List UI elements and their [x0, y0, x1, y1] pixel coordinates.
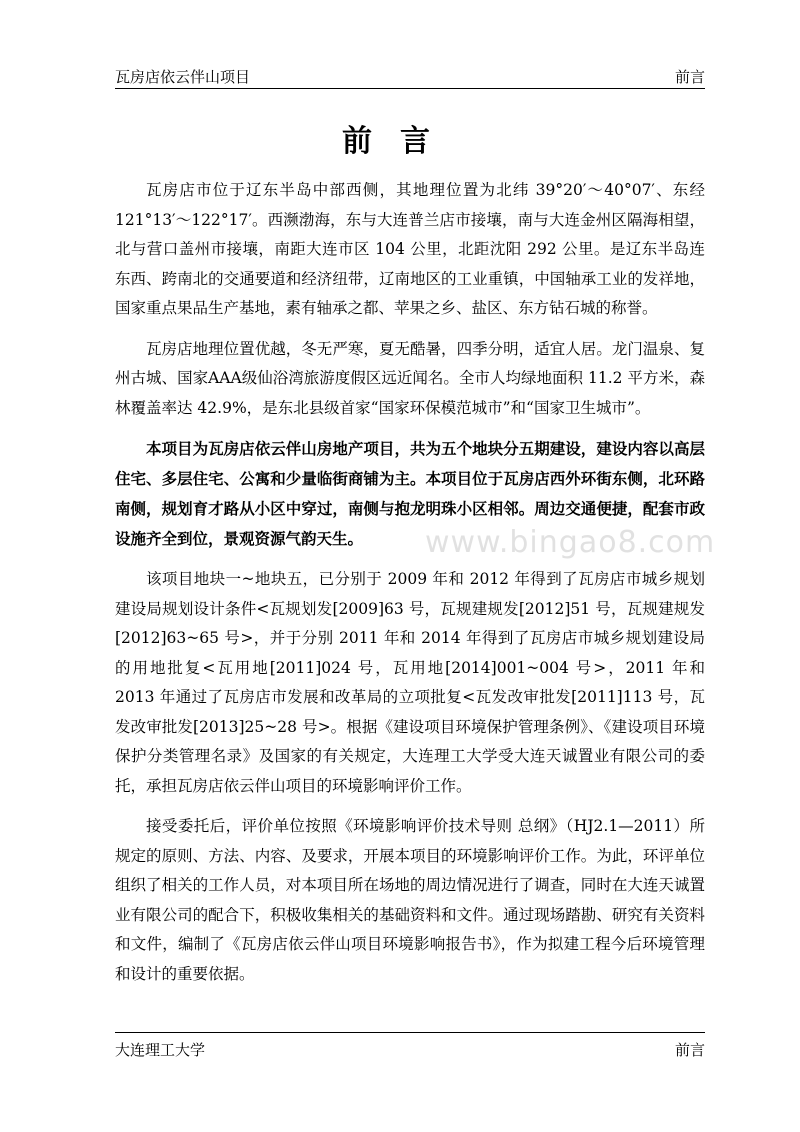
footer-section-name: 前言 [674, 1041, 705, 1059]
header-section-name: 前言 [674, 68, 705, 86]
page-footer [115, 1032, 705, 1061]
header-project-name: 瓦房店依云伴山项目 [115, 68, 251, 86]
paragraph-approvals: 该项目地块一~地块五，已分别于 2009 年和 2012 年得到了瓦房店市城乡规划建设局规划设计条件<瓦规划发[2009]63 号，瓦规建规发[2012]51 号，瓦规建规发[2012]63~65 号>，并于分别 2011 年和 2014 年得到了瓦房店市城乡规划建设局的用地批复<瓦用地[2011]024 号，瓦用地[2014]001~004 号>，2011 年和 2013 年通过了瓦房店市发展和改革局的立项批复<瓦发改审批发[2011]113 号，瓦发改审批发[2013]25~28 号>。根据《建设项目环境保护管理条例》、《建设项目环境保护分类管理名录》及国家的有关规定，大连理工大学受大连天诚置业有限公司的委托，承担瓦房店依云伴山项目的环境影响评价工作。 [115, 570, 705, 795]
paragraph-location: 瓦房店市位于辽东半岛中部西侧，其地理位置为北纬 39°20′～40°07′、东经 121°13′～122°17′。西濒渤海，东与大连普兰店市接壤，南与大连金州区隔海相望，北与营口盖州市接壤，南距大连市区 104 公里，北距沈阳 292 公里。是辽东半岛连东西、跨南北的交通要道和经济纽带，辽南地区的工业重镇，中国轴承工业的发祥地，国家重点果品生产基地，素有轴承之都、苹果之乡、盐区、东方钻石城的称誉。 [115, 181, 705, 317]
watermark: www.bingao8.com [425, 525, 716, 560]
page-title: 前言 [342, 124, 458, 159]
page-header [115, 66, 705, 89]
document-body [115, 176, 705, 1000]
paragraph-assessment-work: 接受委托后，评价单位按照《环境影响评价技术导则 总纲》（HJ2.1—2011）所规定的原则、方法、内容、及要求，开展本项目的环境影响评价工作。为此，环评单位组织了相关的工作人员，对本项目所在场地的周边情况进行了调查，同时在大连天诚置业有限公司的配合下，积极收集相关的基础资料和文件。通过现场踏勘、研究有关资料和文件，编制了《瓦房店依云伴山项目环境影响报告书》，作为拟建工程今后环境管理和设计的重要依据。 [115, 817, 705, 983]
paragraph-environment: 瓦房店地理位置优越，冬无严寒，夏无酷暑，四季分明，适宜人居。龙门温泉、复州古城、国家AAA级仙浴湾旅游度假区远近闻名。全市人均绿地面积 11.2 平方米，森林覆盖率达 42.9%，是东北县级首家“国家环保模范城市”和“国家卫生城市”。 [115, 339, 705, 417]
footer-organization: 大连理工大学 [115, 1041, 206, 1059]
paragraph-project-overview: 本项目为瓦房店依云伴山房地产项目，共为五个地块分五期建设，建设内容以高层住宅、多层住宅、公寓和少量临街商铺为主。本项目位于瓦房店西外环街东侧，北环路南侧，规划育才路从小区中穿过，南侧与抱龙明珠小区相邻。周边交通便捷，配套市政设施齐全到位，景观资源气韵天生。 [115, 440, 705, 548]
